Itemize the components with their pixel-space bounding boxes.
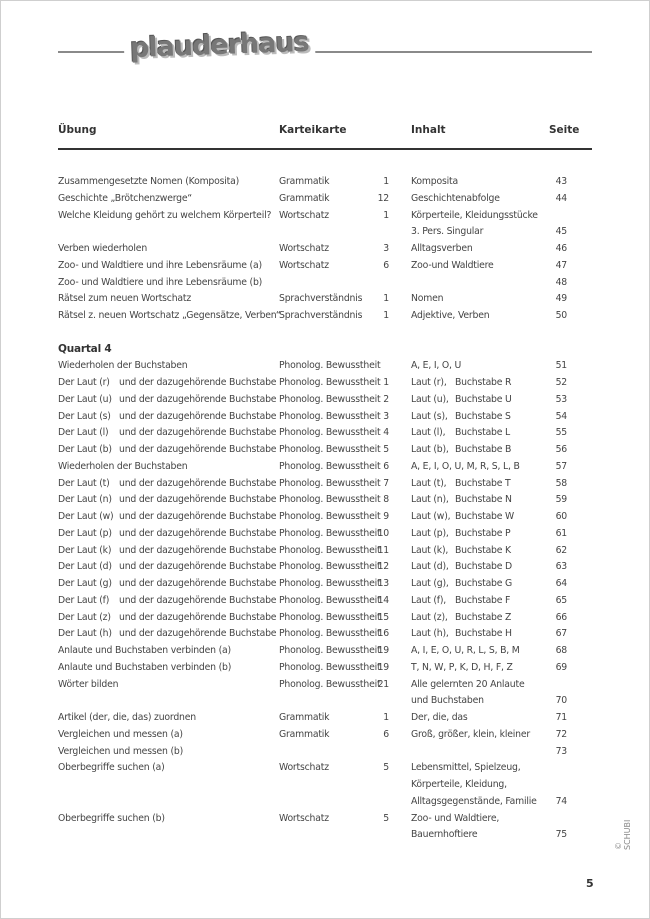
table-row: [0, 277, 650, 294]
inhalt: Alltagsverben: [411, 243, 473, 254]
uebung-detail: und der dazugehörende Buchstabe: [119, 611, 277, 623]
inhalt: Der, die, das: [411, 712, 468, 723]
uebung: Anlaute und Buchstaben verbinden (a): [58, 645, 231, 656]
karte-nummer: 1: [383, 176, 389, 187]
seite: 47: [555, 259, 567, 271]
karteikarte: Phonolog. Bewusstheit: [279, 527, 381, 539]
seite: 49: [555, 293, 567, 305]
karte-nummer: 3: [383, 243, 389, 254]
karteikarte: Phonolog. Bewusstheit: [279, 494, 381, 506]
karte-nummer: 3: [383, 410, 389, 422]
uebung: Der Laut (p): [58, 527, 112, 539]
seite: 63: [555, 561, 567, 573]
karteikarte: Sprachverständnis: [279, 293, 363, 305]
inhalt: Laut (g),: [411, 578, 449, 589]
seite: 72: [555, 728, 567, 740]
uebung: Der Laut (t): [58, 477, 110, 489]
inhalt: Laut (d),: [411, 561, 449, 573]
karteikarte: Phonolog. Bewusstheit: [279, 628, 381, 640]
uebung: Zoo- und Waldtiere und ihre Lebensräume (a): [58, 259, 262, 271]
karte-nummer: 8: [383, 494, 389, 506]
page-number: 5: [586, 877, 594, 890]
uebung: Welche Kleidung gehört zu welchem Körperteil?: [58, 209, 272, 221]
column-header-uebung: Übung: [58, 124, 97, 136]
inhalt: Körperteile, Kleidung,: [411, 779, 507, 790]
seite: 44: [555, 192, 567, 204]
karte-nummer: 1: [383, 310, 389, 321]
inhalt: Adjektive, Verben: [411, 310, 490, 321]
karteikarte: Phonolog. Bewusstheit: [279, 427, 381, 439]
table-row: [0, 595, 650, 612]
uebung: Zoo- und Waldtiere und ihre Lebensräume (b): [58, 276, 263, 288]
table-row: [0, 310, 650, 327]
karteikarte: Phonolog. Bewusstheit: [279, 477, 381, 489]
inhalt: Laut (k),: [411, 544, 449, 556]
uebung: Der Laut (h): [58, 628, 112, 640]
inhalt: und Buchstaben: [411, 695, 484, 707]
karte-nummer: 5: [383, 762, 389, 774]
table-row: [0, 176, 650, 193]
seite: 67: [555, 628, 567, 640]
karte-nummer: 6: [383, 728, 389, 740]
inhalt: A, E, I, O, U: [411, 360, 462, 372]
seite: 52: [555, 377, 567, 388]
inhalt-buchstabe: Buchstabe P: [455, 527, 511, 539]
uebung-detail: und der dazugehörende Buchstabe: [119, 377, 277, 388]
uebung: Verben wiederholen: [58, 243, 148, 254]
uebung: Der Laut (g): [58, 578, 112, 589]
karte-nummer: 1: [383, 293, 389, 305]
uebung-detail: und der dazugehörende Buchstabe: [119, 427, 277, 439]
inhalt: Laut (t),: [411, 477, 447, 489]
table-row: [0, 511, 650, 528]
inhalt: Laut (p),: [411, 527, 449, 539]
karte-nummer: 1: [383, 209, 389, 221]
inhalt-buchstabe: Buchstabe Z: [455, 611, 512, 623]
table-row: [0, 260, 650, 277]
table-row: [0, 695, 650, 712]
seite: 59: [555, 494, 567, 506]
table-row: [0, 662, 650, 679]
table-row: [0, 427, 650, 444]
seite: 48: [555, 276, 567, 288]
uebung: Anlaute und Buchstaben verbinden (b): [58, 661, 232, 673]
karteikarte: Phonolog. Bewusstheit: [279, 645, 381, 656]
table-row: [0, 746, 650, 763]
uebung: Oberbegriffe suchen (b): [58, 812, 165, 824]
seite: 53: [555, 393, 567, 405]
uebung-detail: und der dazugehörende Buchstabe: [119, 477, 277, 489]
seite: 66: [555, 611, 567, 623]
plauderhaus-logo: plauderhaus: [124, 27, 316, 65]
inhalt: Groß, größer, klein, kleiner: [411, 728, 530, 740]
uebung-detail: und der dazugehörende Buchstabe: [119, 527, 277, 539]
seite: 68: [555, 645, 567, 656]
column-header-inhalt: Inhalt: [411, 124, 446, 136]
seite: 57: [555, 460, 567, 472]
inhalt: Lebensmittel, Spielzeug,: [411, 762, 521, 774]
uebung-detail: und der dazugehörende Buchstabe: [119, 494, 277, 506]
seite: 45: [555, 226, 567, 238]
seite: 56: [555, 444, 567, 455]
karteikarte: Wortschatz: [279, 209, 329, 221]
inhalt-buchstabe: Buchstabe K: [455, 544, 511, 556]
uebung-detail: und der dazugehörende Buchstabe: [119, 393, 277, 405]
uebung-detail: und der dazugehörende Buchstabe: [119, 628, 277, 640]
uebung: Vergleichen und messen (a): [58, 728, 183, 740]
uebung: Der Laut (k): [58, 544, 112, 556]
seite: 70: [555, 695, 567, 707]
uebung-detail: und der dazugehörende Buchstabe: [119, 444, 277, 455]
karteikarte: Phonolog. Bewusstheit: [279, 511, 381, 522]
uebung: Artikel (der, die, das) zuordnen: [58, 712, 196, 723]
table-row: [0, 411, 650, 428]
karteikarte: Phonolog. Bewusstheit: [279, 678, 381, 690]
inhalt: Geschichtenabfolge: [411, 192, 500, 204]
seite: 75: [555, 829, 567, 841]
seite: 71: [555, 712, 567, 723]
karte-nummer: 10: [377, 527, 389, 539]
karte-nummer: 6: [383, 259, 389, 271]
uebung: Der Laut (z): [58, 611, 111, 623]
column-header-karteikarte: Karteikarte: [279, 124, 347, 136]
table-row: [0, 813, 650, 830]
column-header-seite: Seite: [549, 124, 580, 136]
karteikarte: Phonolog. Bewusstheit: [279, 578, 381, 589]
table-row: [0, 645, 650, 662]
table-header-rule: [58, 148, 592, 150]
seite: 73: [555, 745, 567, 757]
table-row: [0, 679, 650, 696]
seite: 60: [555, 511, 567, 522]
seite: 54: [555, 410, 567, 422]
uebung: Der Laut (d): [58, 561, 112, 573]
table-row: [0, 528, 650, 545]
uebung-detail: und der dazugehörende Buchstabe: [119, 410, 277, 422]
karte-nummer: 19: [377, 661, 389, 673]
copyright: © SCHUBI: [614, 819, 632, 850]
karte-nummer: 1: [383, 377, 389, 388]
inhalt: Laut (w),: [411, 511, 451, 522]
table-row: [0, 779, 650, 796]
karteikarte: Grammatik: [279, 728, 330, 740]
seite: 50: [555, 310, 567, 321]
table-row: [0, 829, 650, 846]
inhalt: Bauernhoftiere: [411, 829, 478, 841]
karte-nummer: 21: [377, 678, 389, 690]
seite: 55: [555, 427, 567, 439]
karte-nummer: 12: [377, 192, 389, 204]
table-row: [0, 478, 650, 495]
table-row: [0, 545, 650, 562]
inhalt: Laut (l),: [411, 427, 446, 439]
inhalt-buchstabe: Buchstabe N: [455, 494, 512, 506]
seite: 62: [555, 544, 567, 556]
karteikarte: Phonolog. Bewusstheit: [279, 544, 381, 556]
inhalt-buchstabe: Buchstabe B: [455, 444, 512, 455]
uebung: Der Laut (f): [58, 594, 110, 606]
inhalt: A, I, E, O, U, R, L, S, B, M: [411, 645, 520, 656]
seite: 69: [555, 661, 567, 673]
uebung: Der Laut (s): [58, 410, 111, 422]
karte-nummer: 1: [383, 712, 389, 723]
seite: 74: [555, 795, 567, 807]
table-row: [0, 327, 650, 344]
table-row: [0, 210, 650, 227]
karteikarte: Wortschatz: [279, 812, 329, 824]
seite: 46: [555, 243, 567, 254]
seite: 64: [555, 578, 567, 589]
table-row: [0, 193, 650, 210]
table-row: [0, 628, 650, 645]
karteikarte: Phonolog. Bewusstheit: [279, 561, 381, 573]
karte-nummer: 14: [377, 594, 389, 606]
table-row: [0, 729, 650, 746]
inhalt: 3. Pers. Singular: [411, 226, 484, 238]
uebung: Zusammengesetzte Nomen (Komposita): [58, 176, 240, 187]
inhalt-buchstabe: Buchstabe F: [455, 594, 511, 606]
inhalt-buchstabe: Buchstabe S: [455, 410, 511, 422]
inhalt-buchstabe: Buchstabe H: [455, 628, 512, 640]
karte-nummer: 4: [383, 427, 389, 439]
karteikarte: Wortschatz: [279, 259, 329, 271]
table-row: [0, 762, 650, 779]
karteikarte: Grammatik: [279, 712, 330, 723]
section-heading: Quartal 4: [58, 342, 112, 355]
inhalt: Laut (r),: [411, 377, 447, 388]
uebung-detail: und der dazugehörende Buchstabe: [119, 594, 277, 606]
karte-nummer: 19: [377, 645, 389, 656]
karte-nummer: 6: [383, 460, 389, 472]
karteikarte: Phonolog. Bewusstheit: [279, 444, 381, 455]
table-row: [0, 226, 650, 243]
table-row: [0, 712, 650, 729]
table-row: [0, 243, 650, 260]
karte-nummer: 9: [383, 511, 389, 522]
uebung-detail: und der dazugehörende Buchstabe: [119, 511, 277, 522]
inhalt-buchstabe: Buchstabe W: [455, 511, 515, 522]
karteikarte: Phonolog. Bewusstheit: [279, 393, 381, 405]
karteikarte: Grammatik: [279, 176, 330, 187]
karteikarte: Phonolog. Bewusstheit: [279, 410, 381, 422]
table-row: [0, 612, 650, 629]
uebung: Rätsel z. neuen Wortschatz „Gegensätze, Verben“: [58, 310, 281, 321]
inhalt: A, E, I, O, U, M, R, S, L, B: [411, 460, 520, 472]
inhalt: T, N, W, P, K, D, H, F, Z: [411, 661, 513, 673]
karte-nummer: 12: [377, 561, 389, 573]
uebung: Wiederholen der Buchstaben: [58, 460, 188, 472]
karte-nummer: 5: [383, 812, 389, 824]
uebung: Wiederholen der Buchstaben: [58, 360, 188, 372]
table-row: [0, 293, 650, 310]
table-row: [0, 494, 650, 511]
uebung: Der Laut (b): [58, 444, 112, 455]
karte-nummer: 11: [377, 544, 389, 556]
table-row: [0, 394, 650, 411]
table-row: [0, 377, 650, 394]
inhalt: Zoo- und Waldtiere,: [411, 812, 500, 824]
karte-nummer: 13: [377, 578, 389, 589]
karteikarte: Wortschatz: [279, 762, 329, 774]
karteikarte: Phonolog. Bewusstheit: [279, 661, 381, 673]
karteikarte: Phonolog. Bewusstheit: [279, 594, 381, 606]
inhalt: Laut (z),: [411, 611, 448, 623]
table-row: [0, 444, 650, 461]
uebung: Wörter bilden: [58, 678, 119, 690]
uebung: Der Laut (r): [58, 377, 110, 388]
inhalt: Körperteile, Kleidungsstücke: [411, 209, 538, 221]
seite: 65: [555, 594, 567, 606]
karte-nummer: 5: [383, 444, 389, 455]
karteikarte: Phonolog. Bewusstheit: [279, 460, 381, 472]
inhalt-buchstabe: Buchstabe R: [455, 377, 512, 388]
karteikarte: Phonolog. Bewusstheit: [279, 360, 381, 372]
table-row: [0, 561, 650, 578]
uebung: Vergleichen und messen (b): [58, 745, 184, 757]
inhalt-buchstabe: Buchstabe G: [455, 578, 513, 589]
inhalt-buchstabe: Buchstabe D: [455, 561, 512, 573]
karte-nummer: 15: [377, 611, 389, 623]
karteikarte: Grammatik: [279, 192, 330, 204]
inhalt: Alltagsgegenstände, Familie: [411, 795, 537, 807]
inhalt: Nomen: [411, 293, 444, 305]
table-row: [0, 578, 650, 595]
table-row: [0, 796, 650, 813]
seite: 43: [555, 176, 567, 187]
seite: 61: [555, 527, 567, 539]
karteikarte: Phonolog. Bewusstheit: [279, 611, 381, 623]
uebung: Der Laut (w): [58, 511, 114, 522]
inhalt: Alle gelernten 20 Anlaute: [411, 678, 525, 690]
seite: 58: [555, 477, 567, 489]
uebung: Der Laut (u): [58, 393, 112, 405]
inhalt-buchstabe: Buchstabe U: [455, 393, 512, 405]
table-row: [0, 461, 650, 478]
section-heading-row: [0, 344, 650, 361]
seite: 51: [555, 360, 567, 372]
uebung: Geschichte „Brötchenzwerge“: [58, 192, 193, 204]
inhalt: Komposita: [411, 176, 458, 187]
inhalt: Laut (b),: [411, 444, 449, 455]
karte-nummer: 16: [377, 628, 389, 640]
inhalt-buchstabe: Buchstabe T: [455, 477, 511, 489]
karteikarte: Phonolog. Bewusstheit: [279, 377, 381, 388]
inhalt: Laut (f),: [411, 594, 447, 606]
inhalt: Laut (s),: [411, 410, 448, 422]
uebung: Der Laut (l): [58, 427, 109, 439]
uebung-detail: und der dazugehörende Buchstabe: [119, 544, 277, 556]
table-row: [0, 360, 650, 377]
uebung: Oberbegriffe suchen (a): [58, 762, 165, 774]
karteikarte: Sprachverständnis: [279, 310, 363, 321]
inhalt: Laut (n),: [411, 494, 449, 506]
uebung: Rätsel zum neuen Wortschatz: [58, 293, 192, 305]
karte-nummer: 7: [383, 477, 389, 489]
inhalt: Laut (h),: [411, 628, 449, 640]
inhalt-buchstabe: Buchstabe L: [455, 427, 511, 439]
inhalt: Laut (u),: [411, 393, 449, 405]
karteikarte: Wortschatz: [279, 243, 329, 254]
uebung-detail: und der dazugehörende Buchstabe: [119, 578, 277, 589]
uebung: Der Laut (n): [58, 494, 112, 506]
inhalt: Zoo-und Waldtiere: [411, 259, 494, 271]
karte-nummer: 2: [383, 393, 389, 405]
uebung-detail: und der dazugehörende Buchstabe: [119, 561, 277, 573]
